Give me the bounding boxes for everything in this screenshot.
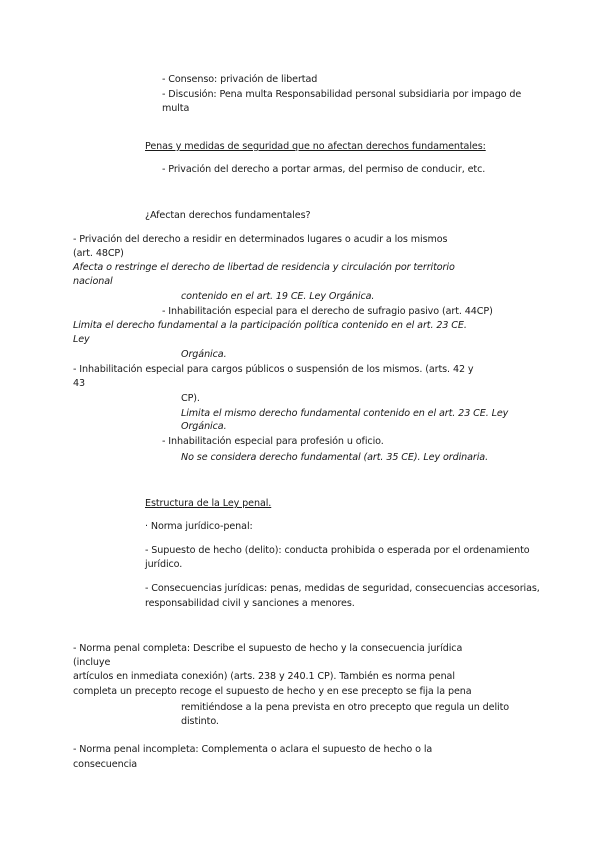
text-line: contenido en el art. 19 CE. Ley Orgánica. — [181, 291, 375, 302]
text-line: responsabilidad civil y sanciones a menores. — [145, 598, 355, 609]
text-line: Orgánica. — [181, 421, 227, 432]
text-line: nacional — [73, 276, 113, 287]
text-line: jurídico. — [145, 559, 183, 570]
text-line: (incluye — [73, 657, 111, 668]
text-line: distinto. — [181, 716, 219, 727]
text-line: - Supuesto de hecho (delito): conducta prohibida o esperada por el ordenamiento — [145, 545, 530, 556]
text-line: CP). — [181, 393, 200, 404]
text-line: · Norma jurídico-penal: — [145, 521, 253, 532]
text-line: Limita el derecho fundamental a la participación política contenido en el art. 23 CE. — [73, 320, 467, 331]
text-line: - Inhabilitación especial para profesión u oficio. — [162, 436, 384, 447]
text-line: artículos en inmediata conexión) (arts. 238 y 240.1 CP). También es norma penal — [73, 671, 455, 682]
text-line: - Privación del derecho a portar armas, del permiso de conducir, etc. — [162, 164, 486, 175]
text-line: - Norma penal incompleta: Complementa o aclara el supuesto de hecho o la — [73, 744, 433, 755]
text-line: - Norma penal completa: Describe el supuesto de hecho y la consecuencia jurídica — [73, 643, 463, 654]
text-line: consecuencia — [73, 759, 138, 770]
text-line: remitiéndose a la pena prevista en otro precepto que regula un delito — [181, 702, 510, 713]
text-line: completa un precepto recoge el supuesto de hecho y en ese precepto se fija la pena — [73, 686, 472, 697]
text-line: No se considera derecho fundamental (art. 35 CE). Ley ordinaria. — [181, 452, 489, 463]
text-line: - Consenso: privación de libertad — [162, 74, 318, 85]
section-heading: Estructura de la Ley penal. — [145, 498, 272, 509]
text-line: - Inhabilitación especial para cargos públicos o suspensión de los mismos. (arts. 42 y — [73, 364, 474, 375]
text-line: Orgánica. — [181, 349, 227, 360]
section-heading: Penas y medidas de seguridad que no afectan derechos fundamentales: — [145, 141, 486, 152]
text-line: 43 — [73, 378, 86, 389]
text-line: - Inhabilitación especial para el derecho de sufragio pasivo (art. 44CP) — [162, 306, 493, 317]
text-line: - Privación del derecho a residir en determinados lugares o acudir a los mismos — [73, 234, 448, 245]
text-line: Afecta o restringe el derecho de libertad de residencia y circulación por territorio — [73, 262, 455, 273]
text-line: (art. 48CP) — [73, 248, 124, 259]
text-line: Ley — [73, 334, 90, 345]
text-line: Limita el mismo derecho fundamental contenido en el art. 23 CE. Ley — [181, 408, 509, 419]
text-line: - Discusión: Pena multa Responsabilidad personal subsidiaria por impago de — [162, 89, 522, 100]
text-line: - Consecuencias jurídicas: penas, medidas de seguridad, consecuencias accesorias, — [145, 583, 540, 594]
section-heading: ¿Afectan derechos fundamentales? — [145, 210, 311, 221]
text-line: multa — [162, 103, 190, 114]
